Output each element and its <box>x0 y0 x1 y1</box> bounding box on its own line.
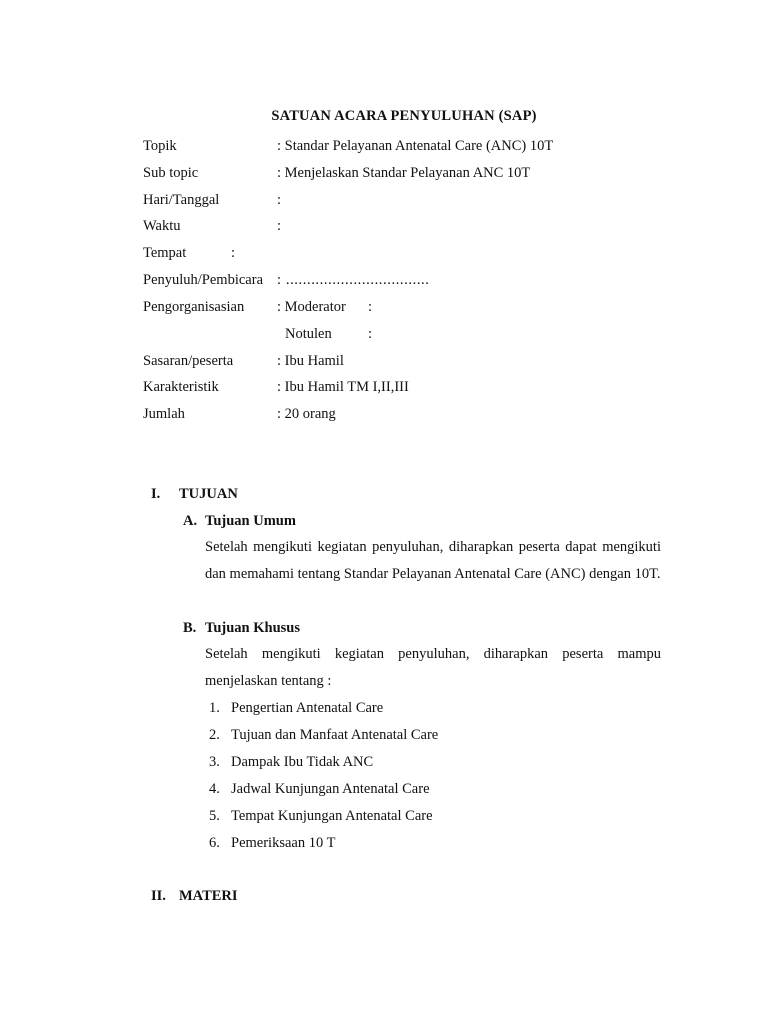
list-text: Tujuan dan Manfaat Antenatal Care <box>231 727 439 743</box>
info-label: Hari/Tanggal <box>143 192 220 208</box>
list-item <box>209 698 384 718</box>
list-number: 1. <box>209 700 220 716</box>
info-value: : <box>277 192 282 208</box>
info-value: : 20 orang <box>277 406 336 422</box>
list-item <box>209 833 336 853</box>
list-text: Jadwal Kunjungan Antenatal Care <box>231 781 430 797</box>
info-value: : Menjelaskan Standar Pelayanan ANC 10T <box>277 165 531 181</box>
subheading-number: A. <box>183 513 198 529</box>
info-label: Tempat <box>143 245 187 261</box>
subheading-tujuan-umum <box>183 511 296 531</box>
section-number: II. <box>151 888 166 904</box>
list-number: 3. <box>209 754 220 770</box>
info-subcolon: : <box>368 326 373 342</box>
info-value: : <box>231 245 236 261</box>
section-number: I. <box>151 486 161 502</box>
list-item <box>209 779 430 799</box>
subheading-number: B. <box>183 620 197 636</box>
info-value: : Ibu Hamil <box>277 353 344 369</box>
subheading-title: Tujuan Khusus <box>205 620 300 636</box>
subheading-title: Tujuan Umum <box>205 513 296 529</box>
info-value: : <box>277 218 282 234</box>
info-value: : .................................. <box>277 272 430 288</box>
info-label: Sub topic <box>143 165 199 181</box>
info-label: Karakteristik <box>143 379 219 395</box>
list-item <box>209 806 433 826</box>
info-label: Sasaran/peserta <box>143 353 234 369</box>
info-value: : Standar Pelayanan Antenatal Care (ANC) 10T <box>277 138 554 154</box>
info-value: Notulen <box>285 326 332 342</box>
document-title: SATUAN ACARA PENYULUHAN (SAP) <box>271 108 537 124</box>
list-text: Dampak Ibu Tidak ANC <box>231 754 374 770</box>
info-value: : Moderator <box>277 299 346 315</box>
list-number: 2. <box>209 727 220 743</box>
list-text: Pengertian Antenatal Care <box>231 700 384 716</box>
paragraph-tujuan-khusus: Setelah mengikuti kegiatan penyuluhan, diharapkan peserta mampu menjelaskan tentang : <box>205 646 661 689</box>
subheading-tujuan-khusus <box>183 618 300 638</box>
list-text: Pemeriksaan 10 T <box>231 835 336 851</box>
info-label: Pengorganisasian <box>143 299 245 315</box>
list-text: Tempat Kunjungan Antenatal Care <box>231 808 433 824</box>
section-title: MATERI <box>179 888 238 904</box>
info-label: Topik <box>143 138 177 154</box>
list-number: 4. <box>209 781 220 797</box>
info-label: Jumlah <box>143 406 185 422</box>
section-title: TUJUAN <box>179 486 238 502</box>
info-value: : Ibu Hamil TM I,II,III <box>277 379 409 395</box>
info-label: Waktu <box>143 218 181 234</box>
list-number: 5. <box>209 808 220 824</box>
info-label: Penyuluh/Pembicara <box>143 272 264 288</box>
list-number: 6. <box>209 835 220 851</box>
paragraph-tujuan-umum: Setelah mengikuti kegiatan penyuluhan, diharapkan peserta dapat mengikuti dan memahami tentang Standar Pelayanan Antenatal Care (ANC) dengan 10T. <box>205 539 661 582</box>
list-item <box>209 725 439 745</box>
info-subcolon: : <box>368 299 373 315</box>
list-item <box>209 752 374 772</box>
